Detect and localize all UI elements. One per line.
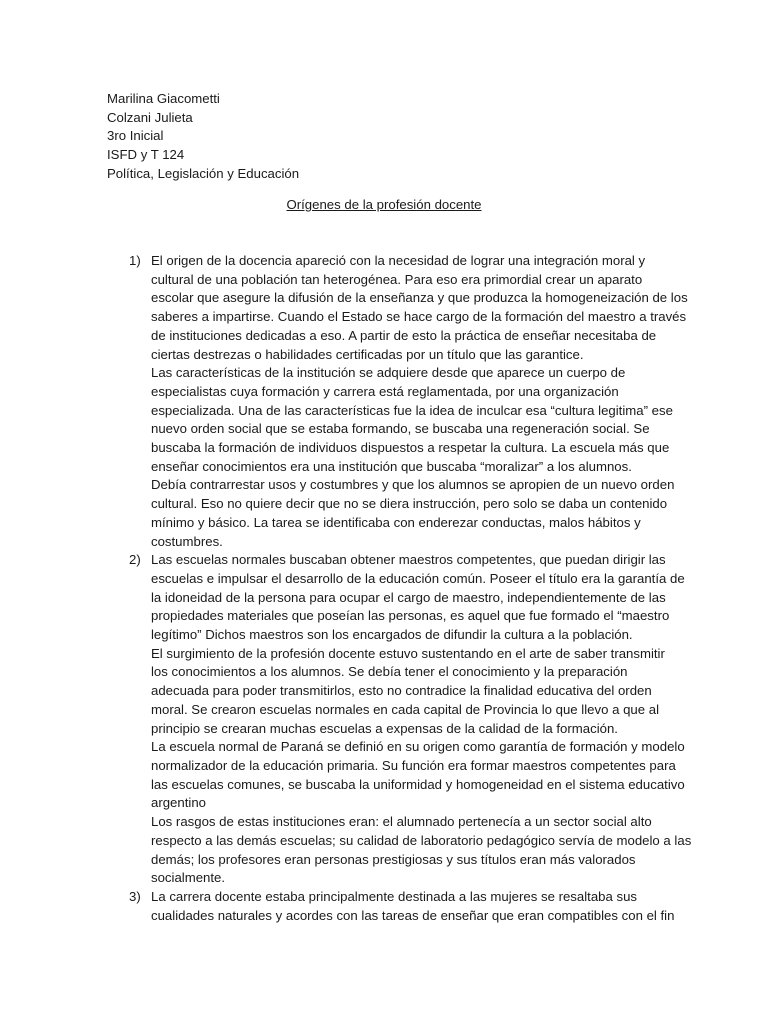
paragraph-line: de instituciones dedicadas a eso. A partir de esto la práctica de enseñar necesitaba de bbox=[151, 327, 657, 343]
paragraph-line: la idoneidad de la persona para ocupar el cargo de maestro, independientemente de las bbox=[151, 589, 666, 605]
paragraph-line: los conocimientos a los alumnos. Se debía tener el conocimiento y la preparación bbox=[151, 664, 628, 680]
paragraph-line: nuevo orden social que se estaba formando, se buscaba una regeneración social. Se bbox=[151, 421, 650, 437]
list-item-2 bbox=[129, 551, 692, 888]
header-line-subject: Política, Legislación y Educación bbox=[107, 165, 300, 181]
paragraph-line: mínimo y básico. La tarea se identificaba con enderezar conductas, malos hábitos y bbox=[151, 514, 641, 530]
list-item-number: 2) bbox=[129, 552, 141, 568]
author-header bbox=[107, 90, 299, 184]
paragraph-line: especialistas cuya formación y carrera está reglamentada, por una organización bbox=[151, 383, 619, 399]
paragraph-line: las escuelas comunes, se buscaba la uniformidad y homogeneidad en el sistema educativo bbox=[151, 776, 685, 792]
paragraph-line: argentino bbox=[151, 795, 206, 811]
paragraph-line: respecto a las demás escuelas; su calidad de laboratorio pedagógico servía de modelo a las bbox=[151, 832, 692, 848]
numbered-list bbox=[129, 252, 692, 925]
paragraph-line: especializada. Una de las características fue la idea de inculcar esa “cultura legitima” ese bbox=[151, 402, 673, 418]
paragraph-line: adecuada para poder transmitirlos, esto no contradice la finalidad educativa del orden bbox=[151, 683, 652, 699]
header-line-course: 3ro Inicial bbox=[107, 128, 164, 144]
paragraph-line: ciertas destrezas o habilidades certificadas por un título que las garantice. bbox=[151, 346, 584, 362]
paragraph-line: Las escuelas normales buscaban obtener maestros competentes, que puedan dirigir las bbox=[151, 552, 666, 568]
paragraph-line: cultural. Eso no quiere decir que no se diera instrucción, pero solo se daba un contenido bbox=[151, 496, 668, 512]
paragraph-line: cualidades naturales y acordes con las tareas de enseñar que eran compatibles con el fin bbox=[151, 907, 675, 923]
list-item-number: 3) bbox=[129, 888, 141, 904]
paragraph-line: La escuela normal de Paraná se definió en su origen como garantía de formación y modelo bbox=[151, 739, 685, 755]
paragraph-line: enseñar conocimientos era una institución que buscaba “moralizar” a los alumnos. bbox=[151, 458, 632, 474]
paragraph-line: El origen de la docencia apareció con la necesidad de lograr una integración moral y bbox=[151, 253, 646, 268]
list-item-3 bbox=[129, 888, 675, 925]
paragraph-line: propiedades materiales que poseían las personas, es aquel que fue formado el “maestro bbox=[151, 608, 670, 624]
paragraph-line: costumbres. bbox=[151, 533, 223, 549]
document-title-text: Orígenes de la profesión docente bbox=[286, 197, 482, 212]
list-item-1 bbox=[129, 252, 688, 551]
paragraph-line: cultural de una población tan heterogénea. Para eso era primordial crear un aparato bbox=[151, 271, 643, 287]
paragraph-line: normalizador de la educación primaria. Su función era formar maestros competentes para bbox=[151, 757, 676, 773]
paragraph-line: El surgimiento de la profesión docente estuvo sustentando en el arte de saber transmitir bbox=[151, 645, 665, 661]
paragraph-line: buscaba la formación de individuos dispuestos a respetar la cultura. La escuela más que bbox=[151, 440, 670, 456]
document-title bbox=[0, 196, 768, 214]
paragraph-line: demás; los profesores eran personas prestigiosas y sus títulos eran más valorados bbox=[151, 851, 636, 867]
paragraph-line: escolar que asegure la difusión de la enseñanza y que produzca la homogeneización de los bbox=[151, 290, 688, 306]
list-item-number: 1) bbox=[129, 253, 141, 268]
paragraph-line: Los rasgos de estas instituciones eran: el alumnado pertenecía a un sector social alto bbox=[151, 814, 652, 830]
paragraph-line: saberes a impartirse. Cuando el Estado se hace cargo de la formación del maestro a través bbox=[151, 309, 687, 325]
header-line-author-1: Marilina Giacometti bbox=[107, 91, 220, 106]
paragraph-line: moral. Se crearon escuelas normales en cada capital de Provincia lo que llevo a que al bbox=[151, 701, 660, 717]
header-line-author-2: Colzani Julieta bbox=[107, 109, 193, 125]
paragraph-line: legítimo” Dichos maestros son los encargados de difundir la cultura a la población. bbox=[151, 627, 633, 643]
paragraph-line: socialmente. bbox=[151, 870, 226, 886]
paragraph-line: La carrera docente estaba principalmente destinada a las mujeres se resaltaba sus bbox=[151, 888, 638, 904]
paragraph-line: Debía contrarrestar usos y costumbres y que los alumnos se apropien de un nuevo orden bbox=[151, 477, 675, 493]
paragraph-line: escuelas e impulsar el desarrollo de la educación común. Poseer el título era la garantía de bbox=[151, 570, 685, 586]
paragraph-line: principio se crearan muchas escuelas a expensas de la calidad de la formación. bbox=[151, 720, 618, 736]
paragraph-line: Las características de la institución se adquiere desde que aparece un cuerpo de bbox=[151, 365, 626, 381]
header-line-institution: ISFD y T 124 bbox=[107, 147, 185, 163]
